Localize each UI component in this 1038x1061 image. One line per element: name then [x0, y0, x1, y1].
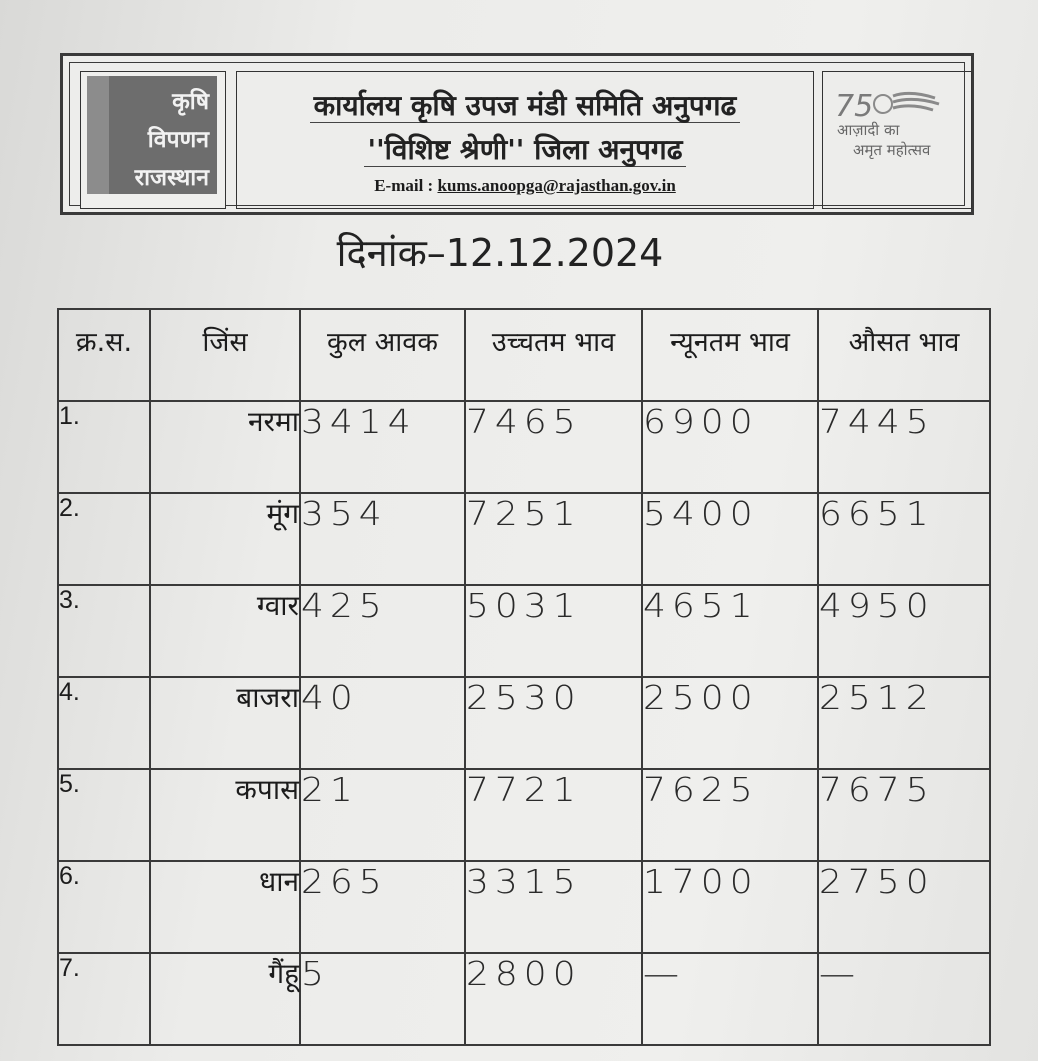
cell-serial: 2.	[58, 493, 150, 585]
cell-serial: 4.	[58, 677, 150, 769]
cell-avg-price: 7675	[819, 771, 935, 810]
table-row	[58, 769, 990, 861]
cell-commodity: गैंहू	[150, 953, 300, 1045]
cell-avg-price: 2750	[819, 863, 935, 902]
email-label: E-mail :	[374, 176, 434, 195]
cell-commodity: मूंग	[150, 493, 300, 585]
svg-text:75: 75	[835, 89, 874, 124]
email-address: kums.anoopga@rajasthan.gov.in	[437, 176, 676, 195]
table-header-row	[58, 309, 990, 401]
krishi-vipanan-logo	[80, 71, 226, 209]
table-row	[58, 493, 990, 585]
header-max-price: उच्चतम भाव	[465, 309, 642, 401]
letterhead	[60, 53, 974, 215]
logo-right-line-2: अमृत महोत्सव	[853, 141, 931, 159]
cell-commodity: कपास	[150, 769, 300, 861]
cell-min-price: 1700	[643, 863, 759, 902]
cell-arrival: 425	[301, 587, 388, 626]
header-avg-price: औसत भाव	[818, 309, 990, 401]
cell-min-price: 7625	[643, 771, 759, 810]
cell-avg-price: 6651	[819, 495, 935, 534]
logo-text-line-3: राजस्थान	[134, 165, 209, 191]
cell-serial: 3.	[58, 585, 150, 677]
cell-avg-price: —	[819, 955, 861, 994]
cell-max-price: 3315	[466, 863, 582, 902]
cell-arrival: 5	[301, 955, 330, 994]
cell-avg-price: 4950	[819, 587, 935, 626]
cell-arrival: 265	[301, 863, 388, 902]
cell-min-price: 5400	[643, 495, 759, 534]
header-min-price: न्यूनतम भाव	[642, 309, 818, 401]
cell-min-price: 6900	[643, 403, 759, 442]
cell-max-price: 7251	[466, 495, 582, 534]
cell-max-price: 7465	[466, 403, 582, 442]
cell-commodity: बाजरा	[150, 677, 300, 769]
office-info	[236, 71, 814, 209]
cell-avg-price: 2512	[819, 679, 935, 718]
azadi-ka-amrit-mahotsav-logo	[822, 71, 972, 209]
cell-min-price: 4651	[643, 587, 759, 626]
cell-max-price: 7721	[466, 771, 582, 810]
header-serial: क्र.स.	[58, 309, 150, 401]
cell-max-price: 2530	[466, 679, 582, 718]
office-grade: ''विशिष्ट श्रेणी'' जिला अनुपगढ	[364, 133, 687, 167]
table-row	[58, 953, 990, 1045]
date-heading: दिनांक–12.12.2024	[336, 231, 664, 275]
table-row	[58, 585, 990, 677]
cell-avg-price: 7445	[819, 403, 935, 442]
table-row	[58, 677, 990, 769]
cell-max-price: 2800	[466, 955, 582, 994]
logo-text-line-1: कृषि	[172, 89, 209, 115]
table-row	[58, 861, 990, 953]
header-total-arrival: कुल आवक	[300, 309, 465, 401]
cell-arrival: 21	[301, 771, 359, 810]
cell-serial: 5.	[58, 769, 150, 861]
mandi-rates-table	[57, 308, 991, 1046]
cell-serial: 6.	[58, 861, 150, 953]
logo-text-line-2: विपणन	[147, 127, 209, 153]
office-title: कार्यालय कृषि उपज मंडी समिति अनुपगढ	[310, 89, 741, 123]
cell-commodity: ग्वार	[150, 585, 300, 677]
cell-arrival: 354	[301, 495, 388, 534]
cell-commodity: नरमा	[150, 401, 300, 493]
cell-min-price: 2500	[643, 679, 759, 718]
header-commodity: जिंस	[150, 309, 300, 401]
cell-arrival: 3414	[301, 403, 417, 442]
cell-commodity: धान	[150, 861, 300, 953]
logo-right-line-1: आज़ादी का	[837, 121, 900, 139]
cell-serial: 1.	[58, 401, 150, 493]
cell-arrival: 40	[301, 679, 359, 718]
table-row	[58, 401, 990, 493]
cell-min-price: —	[643, 955, 685, 994]
cell-max-price: 5031	[466, 587, 582, 626]
cell-serial: 7.	[58, 953, 150, 1045]
